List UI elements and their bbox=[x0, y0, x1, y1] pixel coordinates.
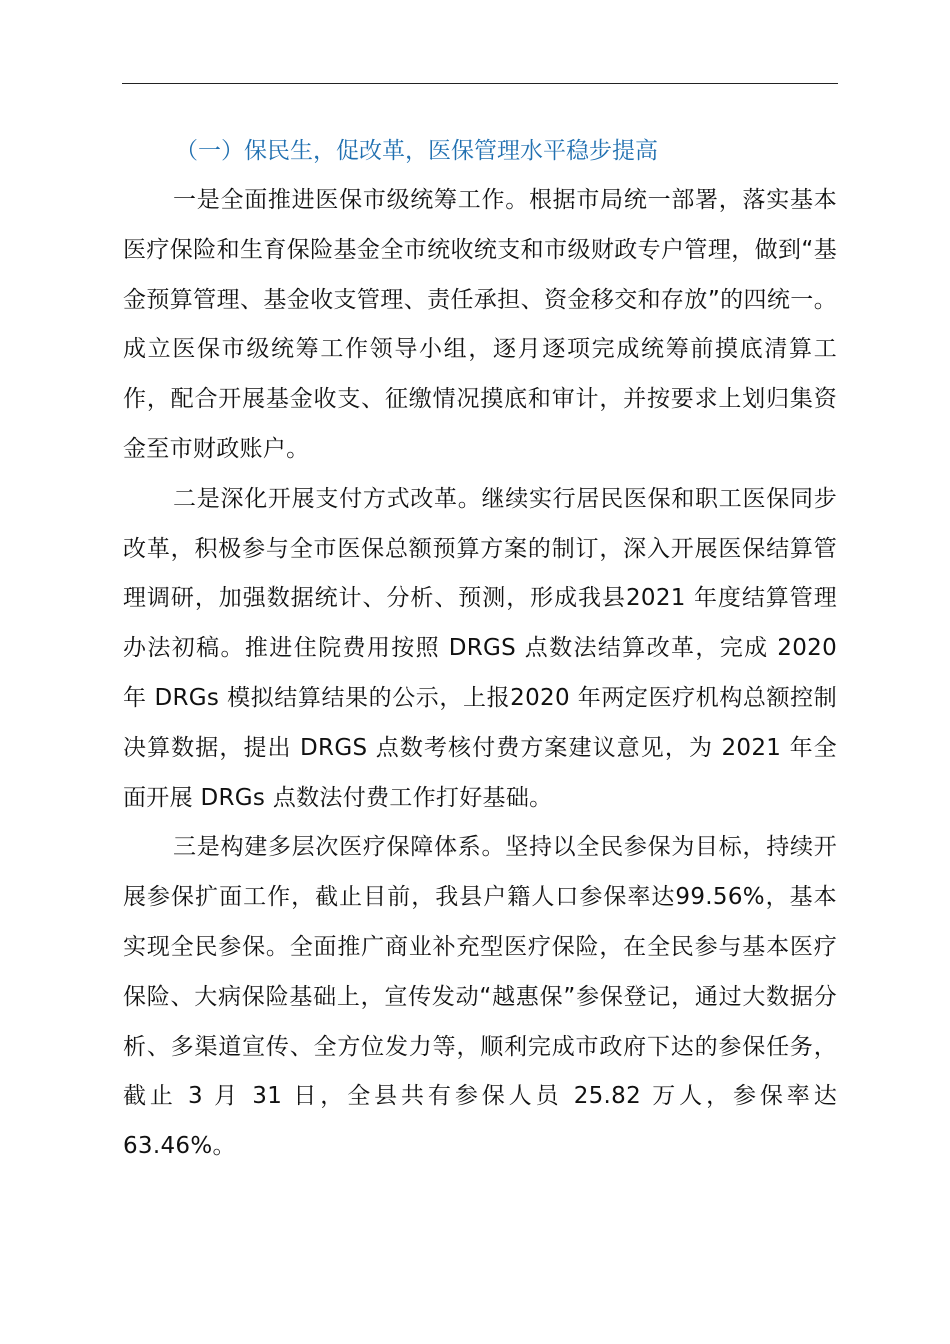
paragraph-medical-insurance-coordination: 一是全面推进医保市级统筹工作。根据市局统一部署，落实基本医疗保险和生育保险基金全市统收统支和市级财政专户管理，做到“基金预算管理、基金收支管理、责任承担、资金移交和存放”的四统一。成立医保市级统筹工作领导小组，逐月逐项完成统筹前摸底清算工作，配合开展基金收支、征缴情况摸底和审计，并按要求上划归集资金至市财政账户。 bbox=[123, 187, 837, 462]
section-heading: （一）保民生，促改革，医保管理水平稳步提高 bbox=[175, 138, 658, 164]
paragraph-payment-reform: 二是深化开展支付方式改革。继续实行居民医保和职工医保同步改革，积极参与全市医保总额预算方案的制订，深入开展医保结算管理调研，加强数据统计、分析、预测，形成我县2021 年度结算管理办法初稿。推进住院费用按照 DRGS 点数法结算改革，完成 2020 年 DRGs 模拟结算结果的公示，上报2020 年两定医疗机构总额控制决算数据，提出 DRGS 点数考核付费方案建议意见，为 2021 年全面开展 DRGs 点数法付费工作打好基础。 bbox=[123, 485, 837, 811]
document-body bbox=[123, 126, 837, 1172]
paragraph-multilevel-security-system: 三是构建多层次医疗保障体系。坚持以全民参保为目标，持续开展参保扩面工作，截止目前，我县户籍人口参保率达99.56%，基本实现全民参保。全面推广商业补充型医疗保险，在全民参与基本医疗保险、大病保险基础上，宣传发动“越惠保”参保登记，通过大数据分析、多渠道宣传、全方位发力等，顺利完成市政府下达的参保任务，截止 3 月 31 日，全县共有参保人员 25.82 万人，参保率达 63.46%。 bbox=[123, 834, 837, 1160]
header-rule bbox=[122, 83, 838, 84]
